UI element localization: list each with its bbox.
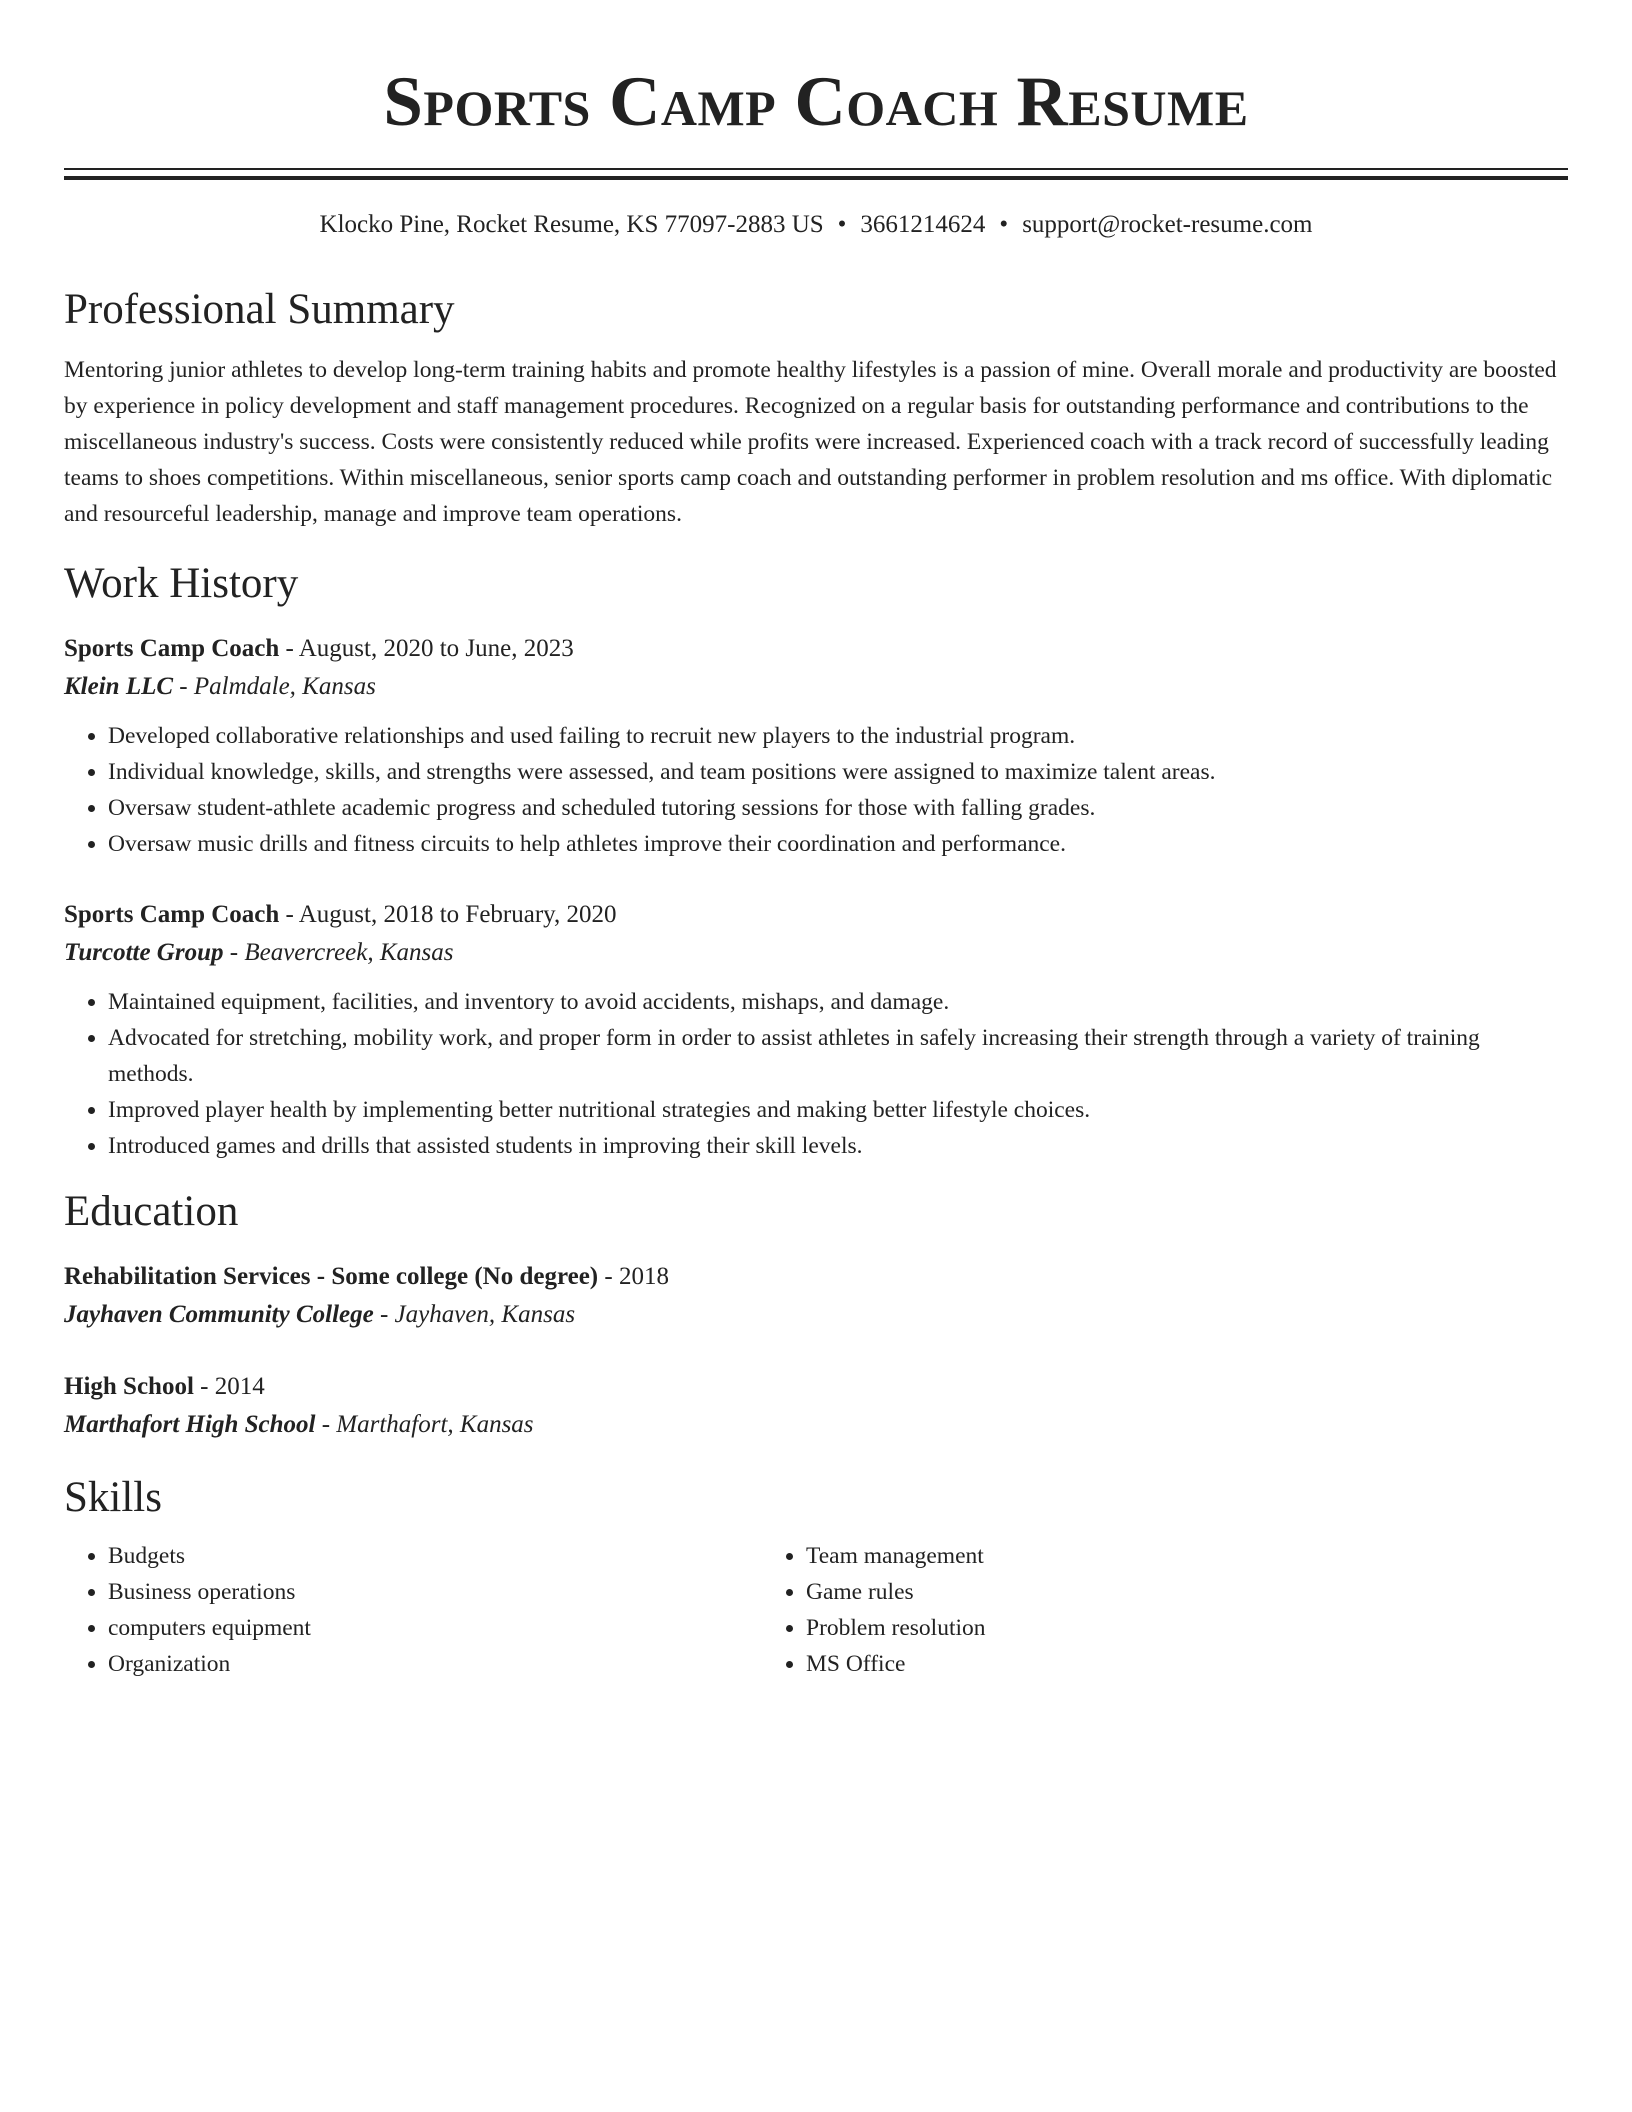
skills-heading: Skills	[64, 1474, 162, 1521]
summary-text: Mentoring junior athletes to develop long-term training habits and promote healthy lifestyles is a passion of mine. Overall morale and productivity are boosted by experience in policy development and staff management procedures. Recognized on a regular basis for outstanding performance and contributions to the miscellaneous industry's success. Costs were consistently reduced while profits were increased. Experienced coach with a track record of successfully leading teams to shoes competitions. Within miscellaneous, senior sports camp coach and outstanding performer in problem resolution and ms office. With diplomatic and resourceful leadership, manage and improve team operations.	[64, 357, 1557, 527]
contact-separator: •	[837, 211, 847, 238]
education-degree-line	[64, 1258, 1568, 1296]
job-bullets	[64, 718, 1568, 862]
job-company-line	[64, 668, 1568, 706]
job-bullet: • Improved player health by implementing better nutritional strategies and making better lifestyle choices.	[108, 1092, 1568, 1128]
education-location: - Jayhaven, Kansas	[373, 1301, 576, 1328]
contact-line	[64, 208, 1568, 242]
job-bullet: • Oversaw student-athlete academic progress and scheduled tutoring sessions for those with falling grades.	[108, 790, 1568, 826]
education-entry	[64, 1368, 1568, 1444]
resume-page	[64, 0, 1568, 1682]
job-title: Sports Camp Coach	[64, 635, 280, 662]
job-entry	[64, 630, 1568, 862]
education-year: - 2018	[598, 1263, 669, 1290]
skills-list-right	[762, 1538, 1460, 1682]
job-bullet: • Developed collaborative relationships and used failing to recruit new players to the industrial program.	[108, 718, 1568, 754]
job-bullet: • Advocated for stretching, mobility work, and proper form in order to assist athletes in safely increasing their strength through a variety of training methods.	[108, 1020, 1568, 1092]
education-school: Marthafort High School	[64, 1411, 316, 1438]
work-history-heading: Work History	[64, 560, 299, 607]
title-rule-thin	[64, 168, 1568, 170]
contact-phone: 3661214624	[860, 211, 986, 238]
job-title: Sports Camp Coach	[64, 901, 280, 928]
job-entry	[64, 896, 1568, 1164]
education-location: - Marthafort, Kansas	[315, 1411, 534, 1438]
work-history-section	[64, 558, 1568, 1164]
job-title-line	[64, 630, 1568, 668]
job-location: - Palmdale, Kansas	[173, 673, 376, 700]
job-title-line	[64, 896, 1568, 934]
job-company: Klein LLC	[64, 673, 174, 700]
education-school: Jayhaven Community College	[64, 1301, 374, 1328]
education-degree: Rehabilitation Services - Some college (No degree)	[64, 1263, 599, 1290]
job-dates: - August, 2018 to February, 2020	[279, 901, 617, 928]
job-dates: - August, 2020 to June, 2023	[279, 635, 574, 662]
contact-email: support@rocket-resume.com	[1022, 211, 1313, 238]
title-rule-thick	[64, 176, 1568, 180]
contact-separator: •	[999, 211, 1009, 238]
job-company: Turcotte Group	[64, 939, 224, 966]
skill-item: • Problem resolution	[806, 1610, 1460, 1646]
skill-item: • MS Office	[806, 1646, 1460, 1682]
summary-section	[64, 284, 1568, 532]
skills-columns	[64, 1538, 1568, 1682]
job-bullet: • Introduced games and drills that assisted students in improving their skill levels.	[108, 1128, 1568, 1164]
job-bullets	[64, 984, 1568, 1164]
skills-list-left	[64, 1538, 762, 1682]
education-school-line	[64, 1296, 1568, 1334]
summary-heading: Professional Summary	[64, 286, 455, 333]
contact-address: Klocko Pine, Rocket Resume, KS 77097-2883 US	[319, 211, 824, 238]
resume-title: Sports Camp Coach Resume	[383, 63, 1249, 141]
education-section	[64, 1186, 1568, 1444]
skills-section	[64, 1472, 1568, 1682]
skill-item: • Organization	[108, 1646, 762, 1682]
job-bullet: • Maintained equipment, facilities, and inventory to avoid accidents, mishaps, and damage.	[108, 984, 1568, 1020]
job-bullet: • Oversaw music drills and fitness circuits to help athletes improve their coordination and performance.	[108, 826, 1568, 862]
skill-item: • Team management	[806, 1538, 1460, 1574]
job-bullet: • Individual knowledge, skills, and strengths were assessed, and team positions were assigned to maximize talent areas.	[108, 754, 1568, 790]
education-entry	[64, 1258, 1568, 1334]
education-year: - 2014	[193, 1373, 265, 1400]
skill-item: • Business operations	[108, 1574, 762, 1610]
education-degree: High School	[64, 1373, 194, 1400]
job-location: - Beavercreek, Kansas	[223, 939, 454, 966]
education-degree-line	[64, 1368, 1568, 1406]
skill-item: • Game rules	[806, 1574, 1460, 1610]
education-school-line	[64, 1406, 1568, 1444]
skill-item: • Budgets	[108, 1538, 762, 1574]
job-company-line	[64, 934, 1568, 972]
education-heading: Education	[64, 1188, 239, 1235]
skill-item: • computers equipment	[108, 1610, 762, 1646]
